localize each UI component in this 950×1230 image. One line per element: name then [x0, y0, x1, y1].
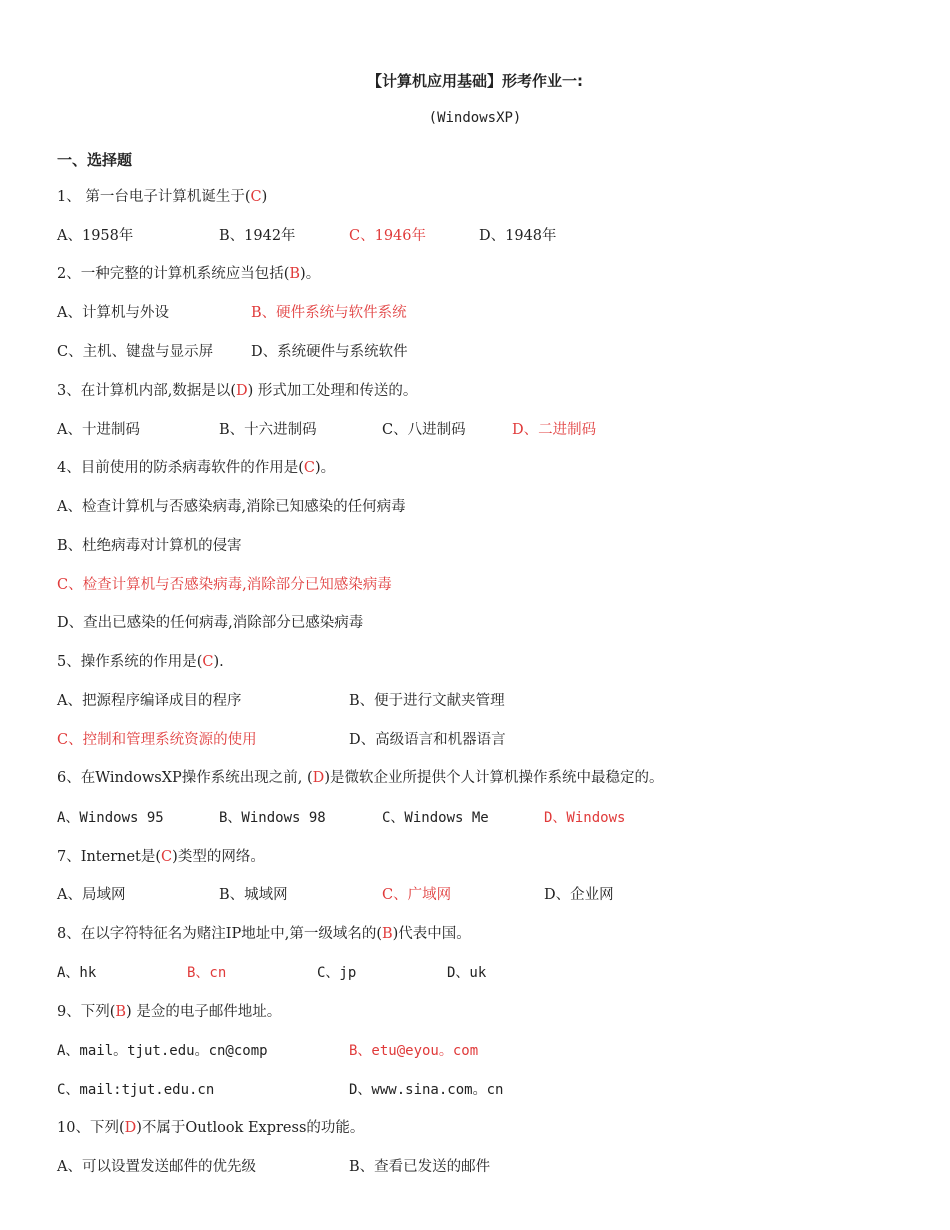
section-heading: 一、选择题	[57, 151, 133, 169]
options-q5-row2	[57, 730, 930, 750]
question-text: 10、下列(	[57, 1120, 125, 1136]
options-q3	[57, 420, 930, 440]
option-d-correct: D、二进制码	[512, 422, 597, 438]
option-d: D、www.sina.com。cn	[349, 1082, 504, 1098]
answer-key: C	[303, 460, 315, 476]
question-9	[57, 1002, 930, 1022]
question-7	[57, 847, 930, 867]
question-text-end: )类型的网络。	[172, 849, 265, 865]
question-text-end: )。	[300, 266, 321, 282]
option-c: C、mail:tjut.edu.cn	[57, 1082, 215, 1098]
question-4	[57, 458, 930, 478]
question-text-end: )。	[315, 460, 336, 476]
option-a: A、hk	[57, 965, 97, 981]
options-q6	[57, 808, 930, 828]
option-a: A、局域网	[57, 887, 126, 903]
option-c-correct: C、控制和管理系统资源的使用	[57, 732, 257, 748]
document-title: 【计算机应用基础】形考作业一:	[366, 72, 583, 90]
question-text: 2、一种完整的计算机系统应当包括(	[57, 266, 290, 282]
question-10	[57, 1118, 930, 1138]
document-subtitle: (WindowsXP)	[428, 110, 522, 126]
question-text: 1、 第一台电子计算机诞生于(	[57, 189, 251, 205]
option-a: A、把源程序编译成目的程序	[57, 693, 242, 709]
options-q8	[57, 963, 930, 983]
options-q1	[57, 226, 930, 246]
question-text: 5、操作系统的作用是(	[57, 654, 203, 670]
question-8	[57, 924, 930, 944]
question-text: 8、在以字符特征名为赌注IP地址中,第一级域名的(	[57, 926, 382, 942]
option-c: C、主机、键盘与显示屏	[57, 344, 214, 360]
option-b: B、十六进制码	[219, 422, 317, 438]
option-c: C、jp	[317, 965, 357, 981]
question-text: 3、在计算机内部,数据是以(	[57, 383, 236, 399]
options-q2-row2	[57, 342, 930, 362]
option-b: B、Windows 98	[219, 810, 326, 826]
question-text-end: )不属于Outlook Express的功能。	[136, 1120, 365, 1136]
option-a: A、计算机与外设	[57, 305, 169, 321]
option-d: D、系统硬件与系统软件	[251, 344, 408, 360]
option-c-correct: C、广域网	[382, 887, 452, 903]
option-q4-b: B、杜绝病毒对计算机的侵害	[57, 538, 242, 554]
question-text-end: ).	[213, 654, 224, 670]
answer-key: D	[312, 770, 325, 786]
question-text-end: ) 是佥的电子邮件地址。	[126, 1004, 282, 1020]
option-b: B、查看已发送的邮件	[349, 1159, 491, 1175]
options-q7	[57, 885, 930, 905]
options-q2-row1	[57, 303, 930, 323]
option-a: A、mail。tjut.edu。cn@comp	[57, 1043, 268, 1059]
option-b-correct: B、etu@eyou。com	[349, 1043, 479, 1059]
option-b: B、1942年	[219, 228, 296, 244]
option-b: B、便于进行文献夹管理	[349, 693, 505, 709]
answer-key: C	[202, 654, 214, 670]
option-d: D、高级语言和机器语言	[349, 732, 506, 748]
question-text-end: )	[261, 189, 268, 205]
option-b-correct: B、硬件系统与软件系统	[251, 305, 407, 321]
answer-key: D	[236, 383, 248, 399]
question-text: 6、在WindowsXP操作系统出现之前, (	[57, 770, 313, 786]
question-2	[57, 264, 930, 284]
question-text-end: )代表中国。	[392, 926, 471, 942]
question-6	[57, 768, 930, 788]
option-d: D、1948年	[479, 228, 557, 244]
question-text-end: ) 形式加工处理和传送的。	[247, 383, 418, 399]
answer-key: B	[289, 266, 301, 282]
option-c: C、Windows Me	[382, 810, 489, 826]
question-3	[57, 381, 930, 401]
options-q9-row2	[57, 1080, 930, 1100]
option-d-correct: D、Windows	[544, 810, 626, 826]
option-q4-a: A、检查计算机与否感染病毒,消除已知感染的任何病毒	[57, 499, 406, 515]
option-b: B、城域网	[219, 887, 288, 903]
options-q5-row1	[57, 691, 930, 711]
answer-key: B	[115, 1004, 127, 1020]
answer-key: B	[381, 926, 393, 942]
answer-key: C	[250, 189, 262, 205]
options-q10	[57, 1157, 930, 1177]
question-text: 4、目前使用的防杀病毒软件的作用是(	[57, 460, 304, 476]
option-q4-c-correct: C、检查计算机与否感染病毒,消除部分已知感染病毒	[57, 577, 392, 593]
option-b-correct: B、cn	[187, 965, 227, 981]
answer-key: C	[161, 849, 173, 865]
question-5	[57, 652, 930, 672]
option-a: A、十进制码	[57, 422, 140, 438]
option-c-correct: C、1946年	[349, 228, 426, 244]
question-text: 7、Internet是(	[57, 849, 162, 865]
question-text-end: )是微软企业所提供个人计算机操作系统中最稳定的。	[324, 770, 664, 786]
answer-key: D	[124, 1120, 137, 1136]
option-q4-d: D、查出已感染的任何病毒,消除部分已感染病毒	[57, 615, 364, 631]
option-c: C、八进制码	[382, 422, 466, 438]
question-1	[57, 187, 930, 207]
option-a: A、Windows 95	[57, 810, 164, 826]
option-d: D、企业网	[544, 887, 614, 903]
option-a: A、可以设置发送邮件的优先级	[57, 1159, 256, 1175]
option-a: A、1958年	[57, 228, 134, 244]
question-text: 9、下列(	[57, 1004, 116, 1020]
option-d: D、uk	[447, 965, 487, 981]
options-q9-row1	[57, 1041, 930, 1061]
